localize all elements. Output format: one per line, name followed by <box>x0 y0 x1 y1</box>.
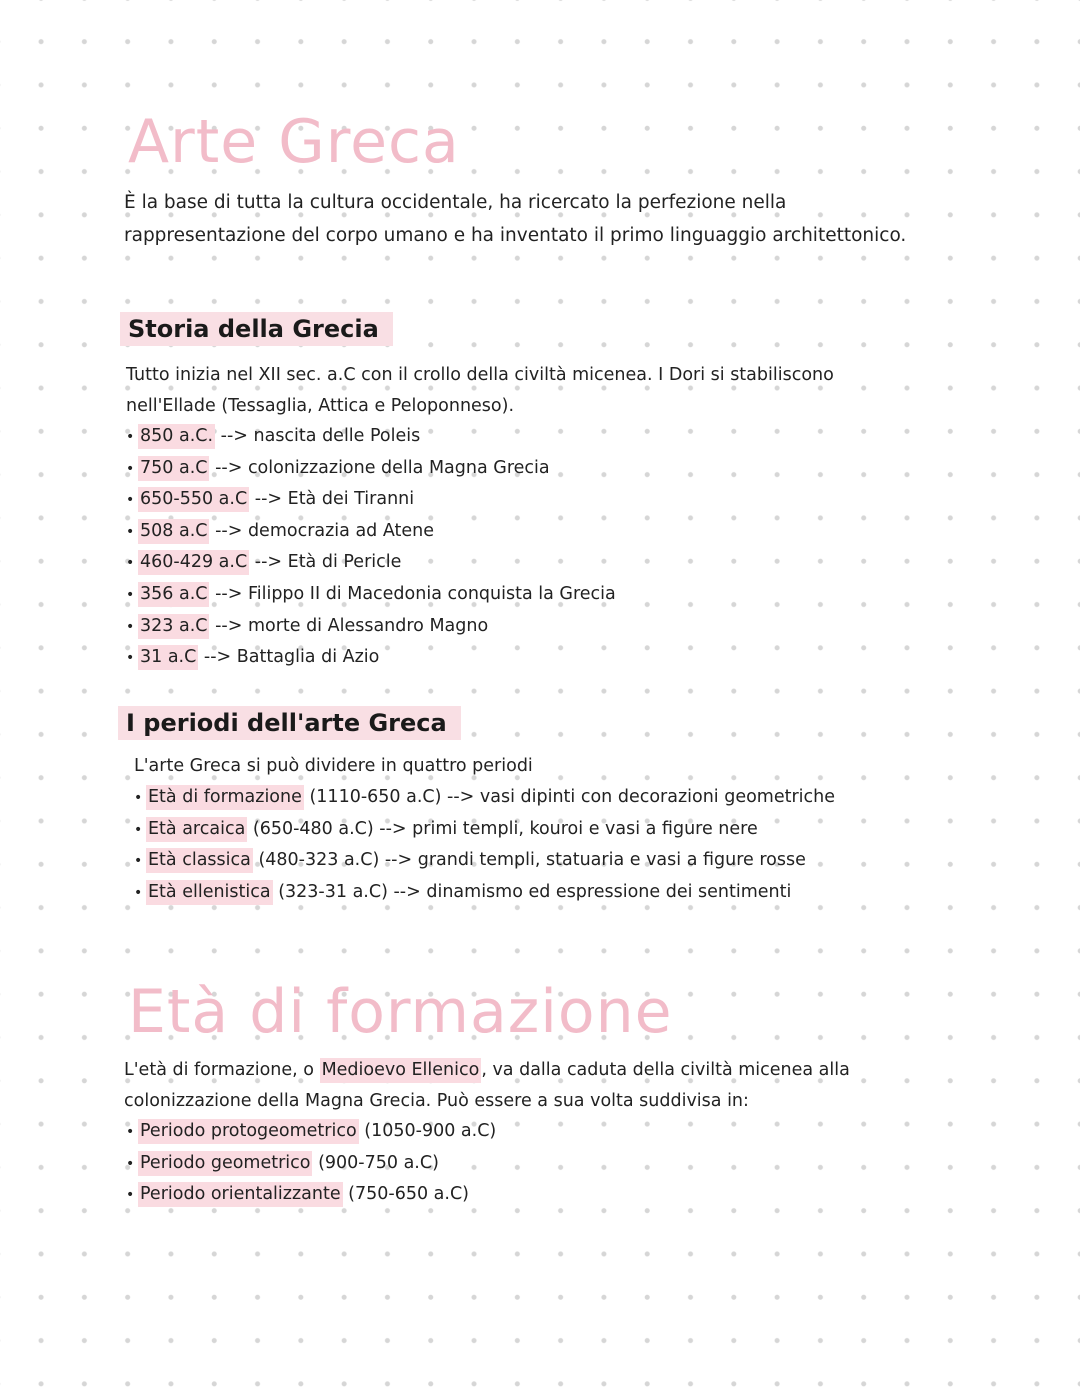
heading-storia: Storia della Grecia <box>120 312 393 346</box>
period-range: (323-31 a.C) <box>278 881 388 902</box>
intro-paragraph: È la base di tutta la cultura occidentale, ha ricercato la perfezione nella rappresentazione del corpo umano e ha inventato il primo linguaggio architettonico. <box>124 192 907 246</box>
arrow: --> <box>203 647 232 668</box>
timeline-item <box>126 453 616 485</box>
subperiod-name: Periodo geometrico <box>138 1151 312 1176</box>
formation-paragraph <box>124 1055 914 1116</box>
formation-highlight: Medioevo Ellenico <box>320 1058 482 1083</box>
arrow: --> <box>220 426 248 446</box>
timeline-item <box>126 611 616 643</box>
timeline-date: 31 a.C <box>138 645 198 670</box>
timeline-date: 850 a.C. <box>138 424 215 449</box>
timeline-event: nascita delle Poleis <box>253 426 421 446</box>
history-timeline <box>126 421 616 674</box>
timeline-date: 356 a.C <box>138 582 209 607</box>
subperiod-range: (750-650 a.C) <box>348 1184 470 1205</box>
timeline-event: morte di Alessandro Magno <box>247 615 489 636</box>
period-item <box>134 877 835 909</box>
subperiod-item <box>126 1148 496 1180</box>
timeline-date: 508 a.C <box>138 519 209 544</box>
subperiod-item <box>126 1116 496 1148</box>
bullet-icon: • <box>126 492 135 509</box>
timeline-event: Età dei Tiranni <box>287 489 415 510</box>
timeline-item <box>126 421 616 453</box>
period-item <box>134 845 835 877</box>
arrow: --> <box>393 881 421 902</box>
bullet-icon: • <box>134 790 143 806</box>
arrow: --> <box>254 552 283 573</box>
arrow: --> <box>379 818 407 839</box>
period-desc: grandi templi, statuaria e vasi a figure rosse <box>417 850 806 871</box>
timeline-date: 460-429 a.C <box>138 550 249 575</box>
bullet-icon: • <box>126 523 135 540</box>
bullet-icon: • <box>126 460 135 477</box>
timeline-event: democrazia ad Atene <box>247 520 434 541</box>
subperiod-name: Periodo orientalizzante <box>138 1182 343 1207</box>
subperiod-range: (900-750 a.C) <box>318 1152 439 1173</box>
period-name: Età di formazione <box>146 785 304 810</box>
heading-periodi: I periodi dell'arte Greca <box>118 706 461 740</box>
period-item <box>134 782 835 814</box>
period-range: (650-480 a.C) <box>252 818 374 839</box>
history-intro: Tutto inizia nel XII sec. a.C con il crollo della civiltà micenea. I Dori si stabiliscono nell'Ellade (Tessaglia, Attica e Peloponneso). <box>126 365 834 416</box>
period-range: (1110-650 a.C) <box>309 787 442 807</box>
arrow: --> <box>215 520 243 541</box>
arrow: --> <box>384 850 413 871</box>
timeline-event: Battaglia di Azio <box>236 647 380 668</box>
subperiod-name: Periodo protogeometrico <box>138 1119 359 1144</box>
timeline-event: Filippo II di Macedonia conquista la Grecia <box>247 583 616 604</box>
period-desc: primi templi, kouroi e vasi a figure nere <box>412 818 758 839</box>
bullet-icon: • <box>126 555 135 572</box>
formation-text-after: , va dalla caduta della civiltà micenea alla colonizzazione della Magna Grecia. Può essere a sua volta suddivisa in: <box>124 1060 850 1111</box>
subperiod-range: (1050-900 a.C) <box>364 1121 497 1141</box>
bullet-icon: • <box>134 884 143 901</box>
bullet-icon: • <box>126 1124 135 1140</box>
period-name: Età ellenistica <box>146 880 273 905</box>
timeline-item <box>126 642 616 674</box>
periods-list <box>134 782 835 908</box>
period-item <box>134 814 835 846</box>
period-desc: vasi dipinti con decorazioni geometriche <box>479 787 836 807</box>
arrow: --> <box>254 489 283 510</box>
subperiod-item <box>126 1179 496 1211</box>
formation-list <box>126 1116 496 1211</box>
timeline-date: 750 a.C <box>138 456 209 481</box>
arrow: --> <box>215 457 243 478</box>
period-name: Età classica <box>146 848 253 873</box>
bullet-icon: • <box>126 618 135 635</box>
title-arte-greca: Arte Greca <box>128 107 460 177</box>
timeline-date: 650-550 a.C <box>138 487 249 512</box>
arrow: --> <box>215 615 243 636</box>
timeline-event: colonizzazione della Magna Grecia <box>247 457 550 478</box>
period-name: Età arcaica <box>146 817 247 842</box>
bullet-icon: • <box>134 821 143 838</box>
timeline-event: Età di Pericle <box>287 552 402 573</box>
title-eta-formazione: Età di formazione <box>128 977 673 1047</box>
bullet-icon: • <box>126 1187 135 1204</box>
timeline-date: 323 a.C <box>138 614 209 639</box>
bullet-icon: • <box>126 650 135 667</box>
periods-intro: L'arte Greca si può dividere in quattro periodi <box>134 756 533 776</box>
bullet-icon: • <box>134 853 143 870</box>
bullet-icon: • <box>126 429 135 445</box>
bullet-icon: • <box>126 586 135 603</box>
arrow: --> <box>447 787 475 807</box>
formation-text-before: L'età di formazione, o <box>124 1060 314 1080</box>
period-desc: dinamismo ed espressione dei sentimenti <box>426 881 792 902</box>
period-range: (480-323 a.C) <box>258 850 380 871</box>
timeline-item <box>126 547 616 579</box>
bullet-icon: • <box>126 1155 135 1172</box>
timeline-item <box>126 579 616 611</box>
timeline-item <box>126 516 616 548</box>
timeline-item <box>126 484 616 516</box>
arrow: --> <box>215 583 243 604</box>
